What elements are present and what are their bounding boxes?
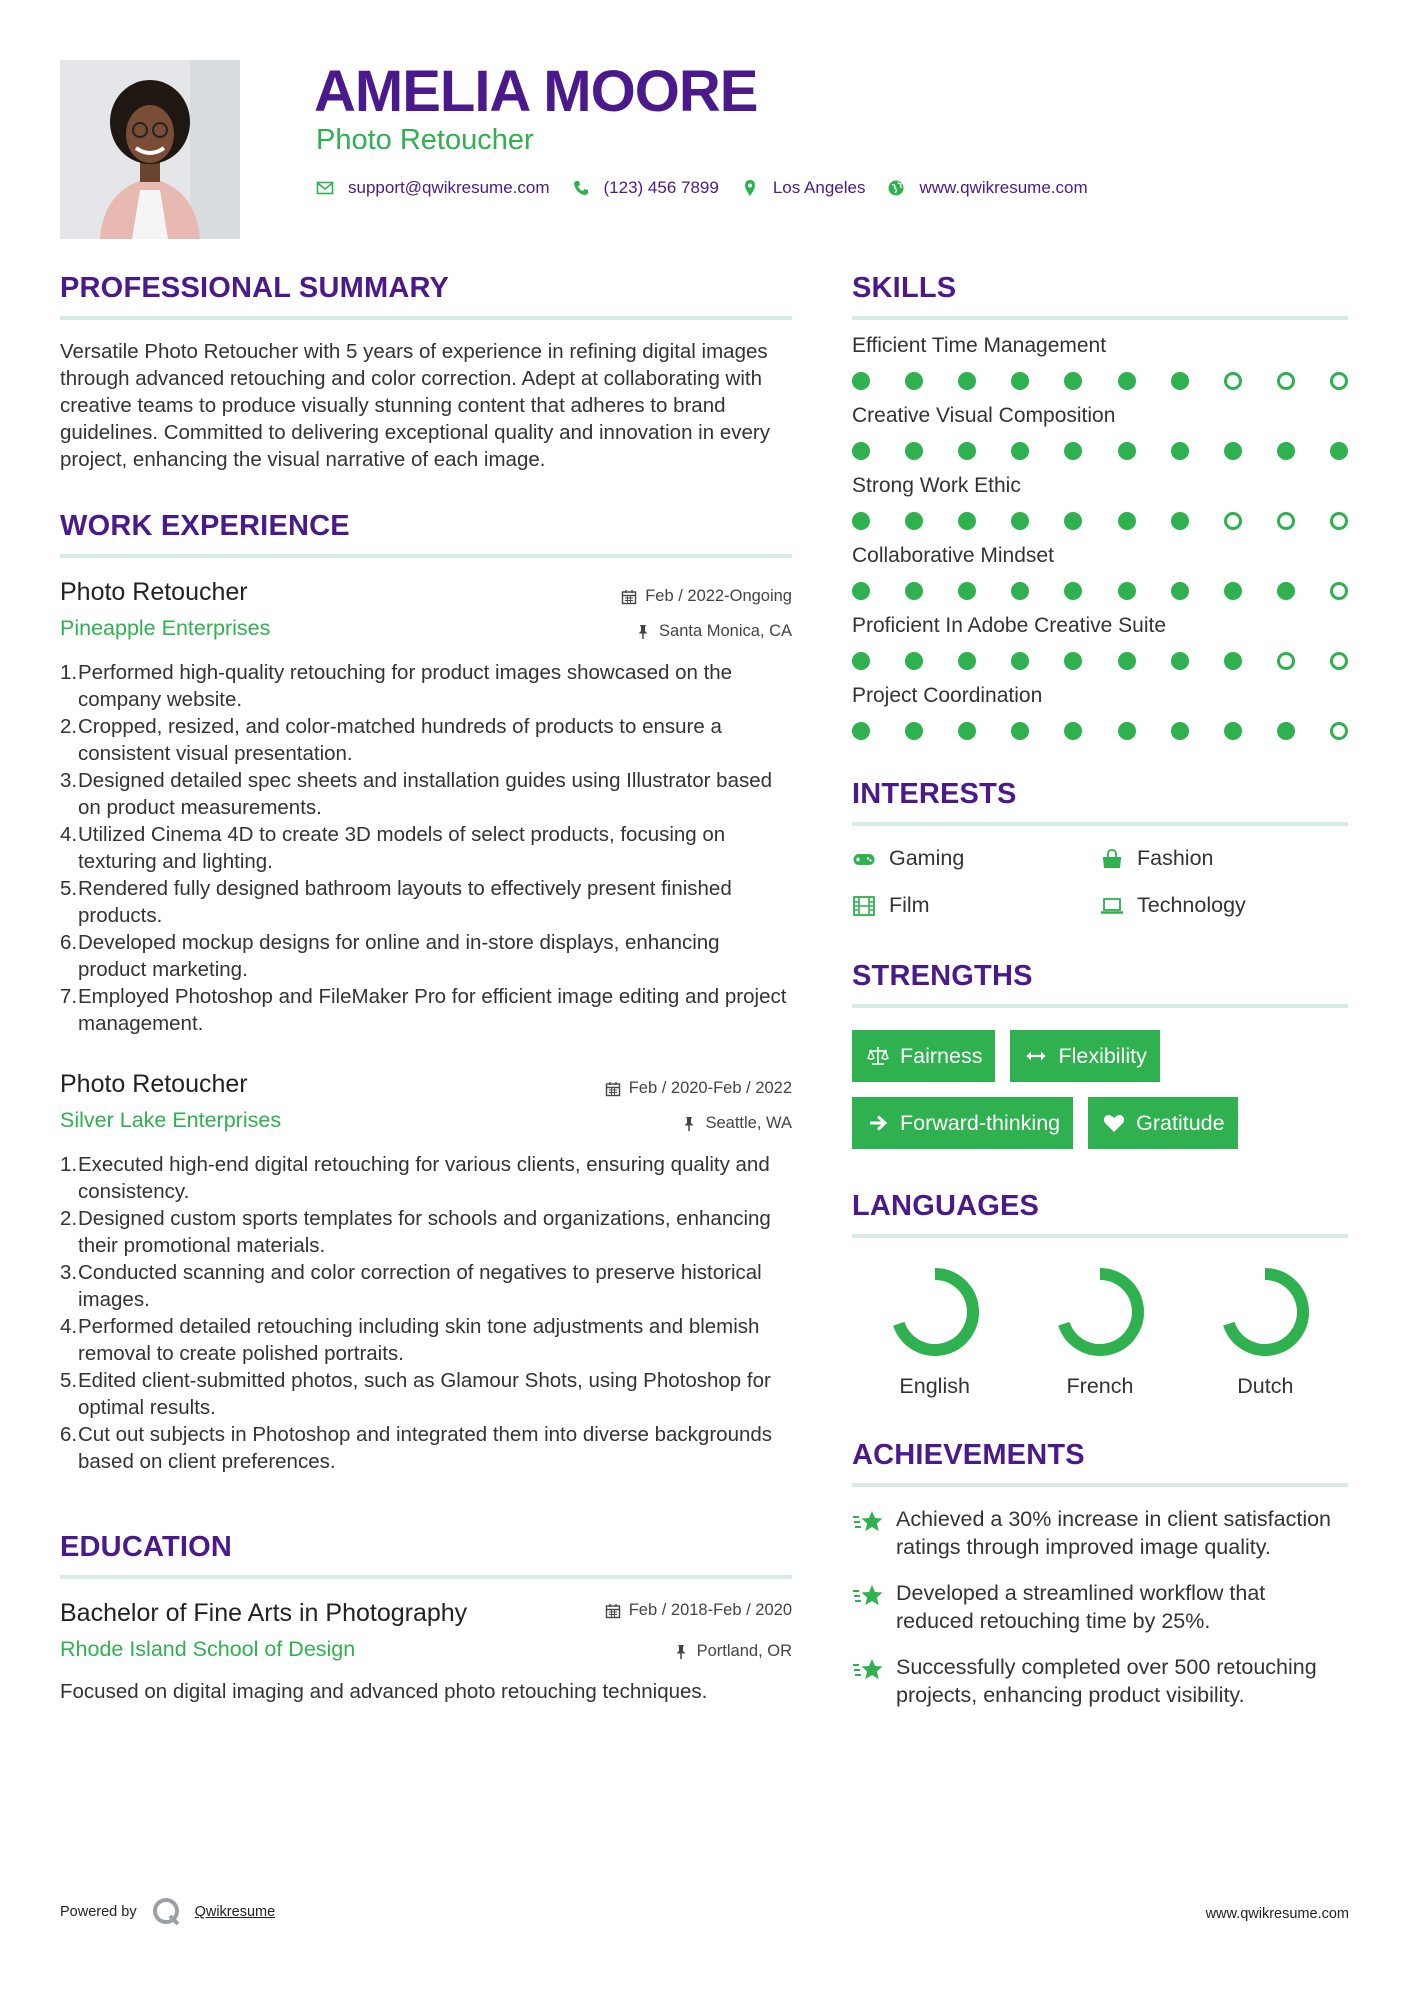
rating-dot-filled [905, 372, 923, 390]
rating-dot-filled [1224, 722, 1242, 740]
rating-dot-filled [1064, 512, 1082, 530]
left-column [60, 272, 792, 1705]
language-level-arc [1064, 1274, 1138, 1350]
section-divider [852, 316, 1348, 320]
skill-rating [852, 372, 1348, 390]
list-item: 1. Performed high-quality retouching for product images showcased on the company website. [60, 661, 733, 711]
achievements-section [852, 1439, 1348, 1709]
thumbtack-icon [673, 1644, 689, 1660]
languages-section [852, 1190, 1348, 1399]
skill-rating [852, 652, 1348, 670]
list-item: 5. Rendered fully designed bathroom layouts to effectively present finished products. [60, 877, 732, 927]
list-item: 2. Cropped, resized, and color-matched hundreds of products to ensure a consistent visual presentation. [60, 715, 722, 765]
skill-item [852, 404, 1348, 460]
rating-dot-filled [958, 512, 976, 530]
rating-dot-filled [958, 722, 976, 740]
language-level-ring [1052, 1264, 1148, 1360]
education-location [673, 1642, 792, 1661]
calendar-icon [621, 589, 637, 605]
language-item [1183, 1264, 1348, 1399]
job-dates [605, 1079, 792, 1098]
interest-label: Film [889, 893, 930, 917]
job-title: Photo Retoucher [60, 1070, 248, 1098]
strengths-heading: STRENGTHS [852, 960, 1033, 992]
rating-dot-filled [1118, 442, 1136, 460]
rating-dot-filled [1064, 582, 1082, 600]
job-bullet-list [60, 659, 792, 1037]
interest-item [1100, 846, 1348, 871]
skills-section [852, 272, 1348, 740]
rating-dot-filled [958, 442, 976, 460]
arrow-right-icon [866, 1111, 890, 1135]
skill-item [852, 544, 1348, 600]
interests-grid [852, 846, 1348, 918]
envelope-icon [316, 179, 334, 197]
interest-label: Fashion [1137, 846, 1214, 870]
rating-dot-filled [905, 582, 923, 600]
rating-dot-filled [1171, 372, 1189, 390]
job-dates-text: Feb / 2022-Ongoing [645, 587, 792, 605]
section-divider [852, 1483, 1348, 1487]
job-dates-text: Feb / 2020-Feb / 2022 [628, 1079, 792, 1097]
shooting-star-icon [852, 1655, 886, 1685]
rating-dot-filled [1171, 652, 1189, 670]
school-name: Rhode Island School of Design [60, 1637, 356, 1661]
skill-item [852, 474, 1348, 530]
website-text: www.qwikresume.com [919, 178, 1088, 197]
rating-dot-filled [1011, 442, 1029, 460]
languages-heading: LANGUAGES [852, 1190, 1040, 1222]
language-name: French [1066, 1374, 1134, 1398]
summary-text: Versatile Photo Retoucher with 5 years of experience in refining digital images through advanced retouching and color correction. Adept at collaborating with creative teams to produce visually stunning content that adheres to brand guidelines. Committed to delivering exceptional quality and innovation in every project, enhancing the visual narrative of each image. [60, 340, 770, 471]
language-name: English [899, 1374, 970, 1398]
job-entry [60, 578, 792, 1037]
rating-dot-filled [1011, 512, 1029, 530]
language-level-ring [1217, 1264, 1313, 1360]
contact-website[interactable] [887, 178, 1087, 198]
phone-icon [572, 179, 590, 197]
language-level-arc [899, 1274, 973, 1350]
list-item: 6. Developed mockup designs for online and in-store displays, enhancing product marketing. [60, 931, 720, 981]
education-description: Focused on digital imaging and advanced photo retouching techniques. [60, 1680, 708, 1703]
language-level-ring [887, 1264, 983, 1360]
education-dates [605, 1601, 792, 1620]
shooting-star-icon [852, 1507, 886, 1537]
footer-powered-by [60, 1896, 275, 1928]
skill-name: Collaborative Mindset [852, 544, 1054, 567]
strength-chip [1010, 1030, 1159, 1082]
heart-icon [1102, 1111, 1126, 1135]
education-location-text: Portland, OR [696, 1642, 792, 1660]
skill-name: Strong Work Ethic [852, 474, 1021, 497]
list-item: 1. Executed high-end digital retouching for various clients, ensuring quality and consistency. [60, 1153, 770, 1203]
summary-heading: PROFESSIONAL SUMMARY [60, 272, 450, 304]
list-item: 4. Utilized Cinema 4D to create 3D models of select products, focusing on texturing and lighting. [60, 823, 726, 873]
skill-item [852, 684, 1348, 740]
candidate-name: AMELIA MOORE [314, 59, 758, 124]
rating-dot-filled [1064, 652, 1082, 670]
rating-dot-filled [1011, 372, 1029, 390]
languages-list [852, 1264, 1348, 1399]
section-divider [60, 316, 792, 320]
shooting-star-icon [852, 1581, 886, 1611]
list-item: 7. Employed Photoshop and FileMaker Pro for efficient image editing and project management. [60, 985, 787, 1035]
rating-dot-empty [1330, 582, 1348, 600]
achievement-text: Developed a streamlined workflow that reduced retouching time by 25%. [896, 1581, 1266, 1633]
rating-dot-filled [905, 512, 923, 530]
rating-dot-filled [905, 652, 923, 670]
rating-dot-filled [958, 582, 976, 600]
calendar-icon [605, 1603, 621, 1619]
skills-heading: SKILLS [852, 272, 957, 304]
skill-rating [852, 442, 1348, 460]
strength-chip [852, 1030, 995, 1082]
skill-name: Project Coordination [852, 684, 1043, 707]
skill-rating [852, 722, 1348, 740]
job-location [681, 1114, 792, 1133]
rating-dot-empty [1277, 512, 1295, 530]
powered-by-label: Powered by [60, 1904, 137, 1920]
achievement-text: Successfully completed over 500 retouching projects, enhancing product visibility. [896, 1655, 1317, 1707]
rating-dot-filled [1011, 652, 1029, 670]
list-item: 2. Designed custom sports templates for schools and organizations, enhancing their promotional materials. [60, 1207, 771, 1257]
list-item: 4. Performed detailed retouching including skin tone adjustments and blemish removal to create polished portraits. [60, 1315, 760, 1365]
strengths-list [852, 1030, 1348, 1164]
section-divider [60, 1575, 792, 1579]
rating-dot-filled [1064, 442, 1082, 460]
contact-email[interactable] [316, 178, 550, 198]
achievement-item [852, 1505, 1348, 1561]
skill-name: Proficient In Adobe Creative Suite [852, 614, 1167, 637]
rating-dot-filled [852, 722, 870, 740]
skill-item [852, 334, 1348, 390]
rating-dot-filled [1118, 722, 1136, 740]
rating-dot-empty [1330, 372, 1348, 390]
section-divider [852, 1234, 1348, 1238]
achievement-text: Achieved a 30% increase in client satisfaction ratings through improved image quality. [896, 1507, 1332, 1559]
interest-item [852, 846, 1100, 871]
strength-label: Flexibility [1058, 1043, 1147, 1068]
email-text: support@qwikresume.com [348, 178, 550, 197]
job-location [635, 622, 792, 641]
language-level-arc [1229, 1274, 1303, 1350]
education-dates-text: Feb / 2018-Feb / 2020 [628, 1601, 792, 1619]
right-column [852, 272, 1348, 1709]
education-entry [60, 1599, 792, 1705]
education-section [60, 1531, 792, 1705]
candidate-title: Photo Retoucher [316, 124, 534, 156]
contact-phone[interactable] [572, 178, 719, 198]
rating-dot-empty [1277, 372, 1295, 390]
map-marker-icon [741, 179, 759, 197]
skill-rating [852, 512, 1348, 530]
location-text: Los Angeles [772, 178, 866, 197]
contact-location [741, 178, 866, 198]
skill-name: Creative Visual Composition [852, 404, 1116, 427]
rating-dot-filled [1330, 442, 1348, 460]
rating-dot-filled [1064, 722, 1082, 740]
job-company: Pineapple Enterprises [60, 616, 271, 640]
language-name: Dutch [1237, 1374, 1294, 1398]
summary-section [60, 272, 792, 473]
job-dates [621, 587, 792, 606]
achievements-list [852, 1505, 1348, 1709]
thumbtack-icon [681, 1116, 697, 1132]
rating-dot-filled [1118, 582, 1136, 600]
rating-dot-filled [1224, 652, 1242, 670]
list-item: 6. Cut out subjects in Photoshop and integrated them into diverse backgrounds based on client preferences. [60, 1423, 773, 1473]
list-item: 3. Conducted scanning and color correction of negatives to preserve historical images. [60, 1261, 762, 1311]
calendar-icon [605, 1081, 621, 1097]
interest-item [1100, 893, 1348, 918]
rating-dot-filled [1277, 722, 1295, 740]
interests-heading: INTERESTS [852, 778, 1017, 810]
achievement-item [852, 1579, 1348, 1635]
language-item [1017, 1264, 1182, 1399]
rating-dot-filled [905, 722, 923, 740]
list-item: 5. Edited client-submitted photos, such as Glamour Shots, using Photoshop for optimal results. [60, 1369, 771, 1419]
globe-icon [887, 179, 905, 197]
rating-dot-filled [852, 512, 870, 530]
strength-chip [1088, 1097, 1237, 1149]
footer-website[interactable]: www.qwikresume.com [1205, 1906, 1349, 1922]
qwikresume-logo-icon [151, 1896, 183, 1928]
rating-dot-empty [1330, 512, 1348, 530]
gamepad-icon [852, 847, 876, 871]
strength-label: Forward-thinking [900, 1110, 1061, 1135]
list-item: 3. Designed detailed spec sheets and installation guides using Illustrator based on product measurements. [60, 769, 773, 819]
interest-item [852, 893, 1100, 918]
rating-dot-filled [905, 442, 923, 460]
rating-dot-filled [852, 652, 870, 670]
rating-dot-filled [1224, 582, 1242, 600]
rating-dot-filled [1011, 582, 1029, 600]
experience-heading: WORK EXPERIENCE [60, 510, 350, 542]
film-icon [852, 894, 876, 918]
rating-dot-filled [1118, 372, 1136, 390]
rating-dot-filled [1118, 652, 1136, 670]
shopping-bag-icon [1100, 847, 1124, 871]
education-heading: EDUCATION [60, 1531, 233, 1563]
language-item [852, 1264, 1017, 1399]
rating-dot-empty [1224, 512, 1242, 530]
strength-chip [852, 1097, 1073, 1149]
rating-dot-empty [1330, 722, 1348, 740]
job-location-text: Santa Monica, CA [659, 622, 792, 640]
achievement-item [852, 1653, 1348, 1709]
rating-dot-filled [1171, 512, 1189, 530]
rating-dot-filled [958, 372, 976, 390]
interests-section [852, 778, 1348, 918]
rating-dot-filled [1064, 372, 1082, 390]
interest-label: Gaming [889, 846, 965, 870]
brand-link[interactable]: Qwikresume [194, 1904, 276, 1920]
rating-dot-filled [1224, 442, 1242, 460]
rating-dot-empty [1224, 372, 1242, 390]
experience-section [60, 510, 792, 1475]
rating-dot-empty [1330, 652, 1348, 670]
skills-list [852, 334, 1348, 740]
strength-label: Gratitude [1136, 1110, 1225, 1135]
strength-label: Fairness [900, 1043, 983, 1068]
rating-dot-filled [1277, 582, 1295, 600]
thumbtack-icon [635, 624, 651, 640]
arrows-horizontal-icon [1024, 1044, 1048, 1068]
job-company: Silver Lake Enterprises [60, 1108, 282, 1132]
portrait-illustration [60, 60, 240, 239]
rating-dot-filled [852, 372, 870, 390]
skill-item [852, 614, 1348, 670]
phone-text: (123) 456 7899 [603, 178, 719, 197]
rating-dot-filled [852, 442, 870, 460]
rating-dot-filled [1011, 722, 1029, 740]
section-divider [852, 1004, 1348, 1008]
skill-rating [852, 582, 1348, 600]
rating-dot-filled [1171, 582, 1189, 600]
laptop-icon [1100, 894, 1124, 918]
degree-title: Bachelor of Fine Arts in Photography [60, 1599, 468, 1627]
section-divider [60, 554, 792, 558]
job-bullet-list [60, 1151, 792, 1475]
section-divider [852, 822, 1348, 826]
rating-dot-filled [1277, 442, 1295, 460]
job-title: Photo Retoucher [60, 578, 248, 606]
rating-dot-filled [958, 652, 976, 670]
skill-name: Efficient Time Management [852, 334, 1107, 357]
balance-scale-icon [866, 1044, 890, 1068]
job-entry [60, 1070, 792, 1475]
achievements-heading: ACHIEVEMENTS [852, 1439, 1085, 1471]
interest-label: Technology [1137, 893, 1246, 917]
job-location-text: Seattle, WA [705, 1114, 792, 1132]
rating-dot-filled [1171, 442, 1189, 460]
rating-dot-empty [1277, 652, 1295, 670]
contact-bar [316, 178, 1110, 198]
rating-dot-filled [1171, 722, 1189, 740]
profile-photo [60, 60, 240, 239]
rating-dot-filled [852, 582, 870, 600]
rating-dot-filled [1118, 512, 1136, 530]
strengths-section [852, 960, 1348, 1164]
